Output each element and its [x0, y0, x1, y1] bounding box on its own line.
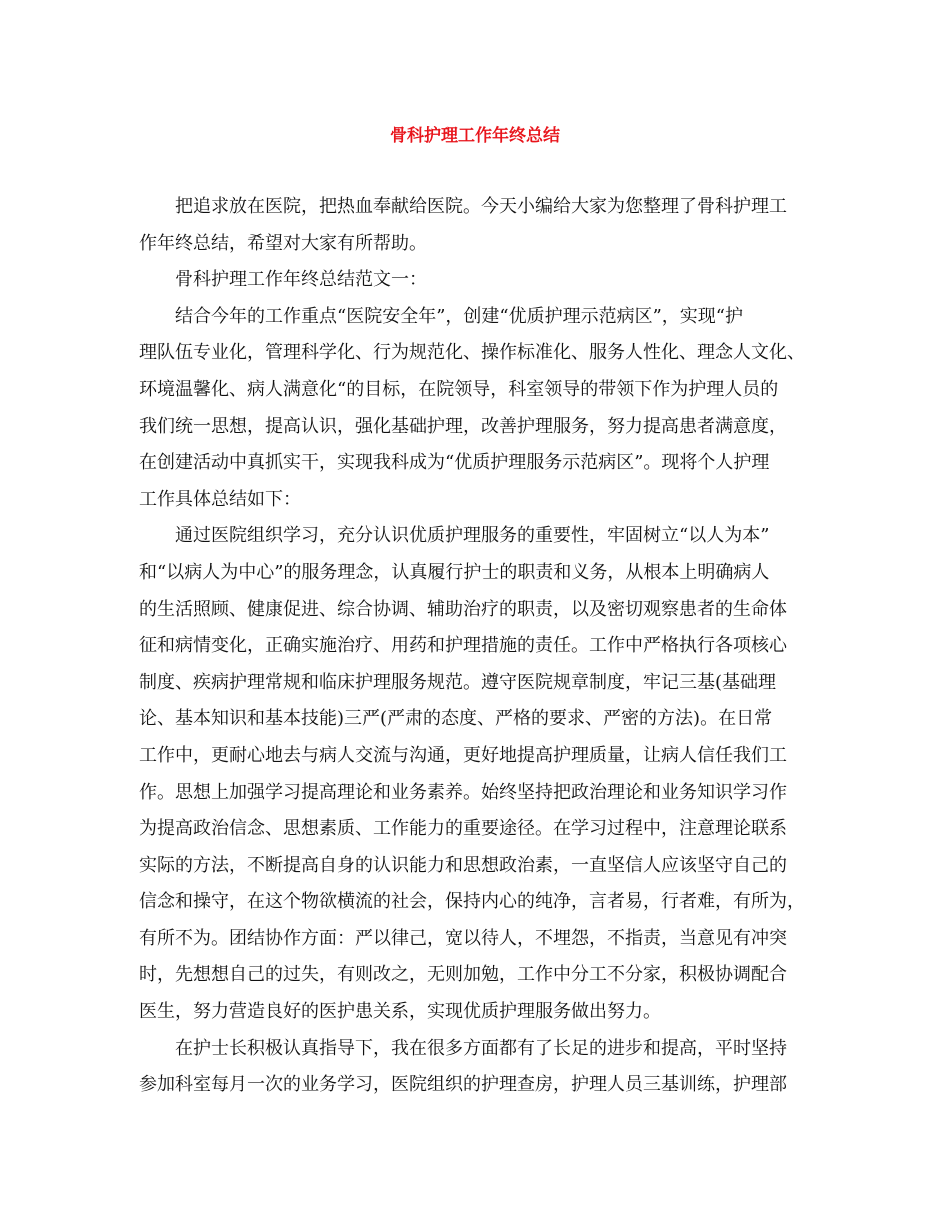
body-line: 理队伍专业化，管理科学化、行为规范化、操作标准化、服务人性化、理念人文化、 [139, 342, 805, 364]
body-line: 我们统一思想，提高认识，强化基础护理，改善护理服务，努力提高患者满意度， [139, 415, 787, 437]
body-line: 的生活照顾、健康促进、综合协调、辅助治疗的职责，以及密切观察患者的生命体 [139, 598, 787, 620]
body-line: 参加科室每月一次的业务学习，医院组织的护理查房，护理人员三基训练，护理部 [139, 1074, 787, 1096]
document-body [139, 189, 833, 1104]
body-line: 在护士长积极认真指导下，我在很多方面都有了长足的进步和提高，平时坚持 [139, 1037, 787, 1059]
body-line: 工作中，更耐心地去与病人交流与沟通，更好地提高护理质量，让病人信任我们工 [139, 744, 787, 766]
body-line: 作年终总结，希望对大家有所帮助。 [139, 232, 427, 254]
body-line: 通过医院组织学习，充分认识优质护理服务的重要性，牢固树立“以人为本” [139, 525, 770, 547]
body-line: 时，先想想自己的过失，有则改之，无则加勉，工作中分工不分家，积极协调配合 [139, 964, 787, 986]
body-line: 信念和操守，在这个物欲横流的社会，保持内心的纯净，言者易，行者难，有所为， [139, 891, 805, 913]
body-line: 环境温馨化、病人满意化“的目标，在院领导，科室领导的带领下作为护理人员的 [139, 378, 779, 400]
body-line: 骨科护理工作年终总结范文一： [139, 269, 427, 291]
body-line: 作。思想上加强学习提高理论和业务素养。始终坚持把政治理论和业务知识学习作 [139, 781, 787, 803]
body-line: 征和病情变化，正确实施治疗、用药和护理措施的责任。工作中严格执行各项核心 [139, 635, 787, 657]
body-line: 把追求放在医院，把热血奉献给医院。今天小编给大家为您整理了骨科护理工 [139, 196, 787, 217]
body-line: 在创建活动中真抓实干，实现我科成为“优质护理服务示范病区”。现将个人护理 [139, 452, 770, 474]
body-line: 工作具体总结如下： [139, 488, 301, 510]
body-line: 论、基本知识和基本技能)三严(严肃的态度、严格的要求、严密的方法)。在日常 [139, 708, 773, 730]
body-line: 为提高政治信念、思想素质、工作能力的重要途径。在学习过程中，注意理论联系 [139, 818, 787, 840]
body-line: 制度、疾病护理常规和临床护理服务规范。遵守医院规章制度，牢记三基(基础理 [139, 671, 777, 693]
body-line: 结合今年的工作重点“医院安全年”，创建“优质护理示范病区”，实现“护 [139, 305, 744, 327]
body-line: 和“以病人为中心”的服务理念，认真履行护士的职责和义务，从根本上明确病人 [139, 561, 770, 583]
body-line: 医生，努力营造良好的医护患关系，实现优质护理服务做出努力。 [139, 1001, 661, 1023]
body-line: 有所不为。团结协作方面：严以律己，宽以待人，不埋怨，不指责，当意见有冲突 [139, 927, 787, 949]
document-title: 骨科护理工作年终总结 [390, 126, 560, 146]
body-line: 实际的方法，不断提高自身的认识能力和思想政治素，一直坚信人应该坚守自己的 [139, 854, 787, 876]
